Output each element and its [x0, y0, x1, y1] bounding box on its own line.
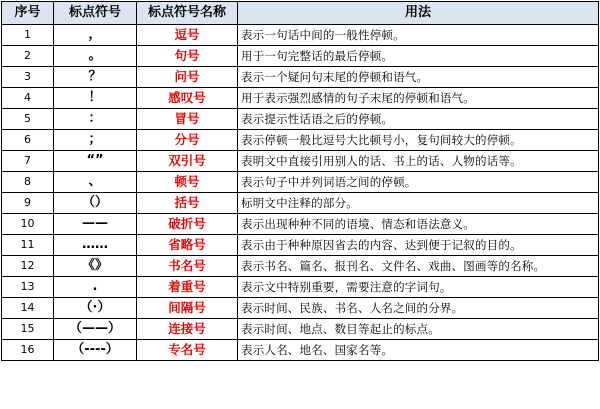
row-symbol: （----） [54, 340, 137, 361]
table-row [2, 25, 599, 46]
row-name: 书名号 [137, 256, 238, 277]
row-usage: 表示由于种种原因省去的内容、达到便于记叙的目的。 [238, 235, 599, 256]
row-name: 专名号 [137, 340, 238, 361]
row-usage: 表示提示性话语之后的停顿。 [238, 109, 599, 130]
row-number: 14 [2, 298, 54, 319]
row-name: 省略号 [137, 235, 238, 256]
row-usage: 表示时间、地点、数目等起止的标点。 [238, 319, 599, 340]
header-row [2, 2, 599, 25]
table-body [2, 25, 599, 361]
row-symbol: （） [54, 193, 137, 214]
row-symbol: ！ [54, 88, 137, 109]
row-symbol: （——） [54, 319, 137, 340]
row-symbol: . [54, 277, 137, 298]
table-row [2, 193, 599, 214]
row-name: 着重号 [137, 277, 238, 298]
row-usage: 表示出现种种不同的语境、情态和语法意义。 [238, 214, 599, 235]
row-name: 问号 [137, 67, 238, 88]
table-row [2, 88, 599, 109]
row-symbol: ？ [54, 67, 137, 88]
row-usage: 用于一句完整话的最后停顿。 [238, 46, 599, 67]
row-name: 感叹号 [137, 88, 238, 109]
row-usage: 表示书名、篇名、报刊名、文件名、戏曲、图画等的名称。 [238, 256, 599, 277]
row-usage: 表示停顿一般比逗号大比顿号小，复句间较大的停顿。 [238, 130, 599, 151]
row-number: 2 [2, 46, 54, 67]
row-usage: 标明文中注释的部分。 [238, 193, 599, 214]
row-number: 15 [2, 319, 54, 340]
row-name: 冒号 [137, 109, 238, 130]
row-symbol: 《》 [54, 256, 137, 277]
row-symbol: “” [54, 151, 137, 172]
row-name: 连接号 [137, 319, 238, 340]
row-usage: 用于表示强烈感情的句子末尾的停顿和语气。 [238, 88, 599, 109]
row-number: 16 [2, 340, 54, 361]
row-number: 1 [2, 25, 54, 46]
row-number: 5 [2, 109, 54, 130]
row-name: 逗号 [137, 25, 238, 46]
row-number: 13 [2, 277, 54, 298]
punctuation-table-container [1, 1, 599, 361]
row-usage: 表示一个疑问句末尾的停顿和语气。 [238, 67, 599, 88]
table-row [2, 340, 599, 361]
row-name: 顿号 [137, 172, 238, 193]
table-row [2, 46, 599, 67]
row-symbol: …… [54, 235, 137, 256]
table-row [2, 214, 599, 235]
row-number: 7 [2, 151, 54, 172]
row-name: 分号 [137, 130, 238, 151]
row-number: 8 [2, 172, 54, 193]
punctuation-table [1, 1, 599, 361]
table-row [2, 109, 599, 130]
row-number: 9 [2, 193, 54, 214]
row-number: 6 [2, 130, 54, 151]
header-name: 标点符号名称 [137, 2, 238, 25]
table-row [2, 130, 599, 151]
row-usage: 表示时间、民族、书名、人名之间的分界。 [238, 298, 599, 319]
row-number: 11 [2, 235, 54, 256]
row-symbol: ； [54, 130, 137, 151]
table-row [2, 256, 599, 277]
row-usage: 表示人名、地名、国家名等。 [238, 340, 599, 361]
row-number: 4 [2, 88, 54, 109]
table-row [2, 277, 599, 298]
table-row [2, 235, 599, 256]
row-usage: 表明文中直接引用别人的话、书上的话、人物的话等。 [238, 151, 599, 172]
header-usage: 用法 [238, 2, 599, 25]
row-symbol: 。 [54, 46, 137, 67]
row-usage: 表示句子中并列词语之间的停顿。 [238, 172, 599, 193]
table-row [2, 319, 599, 340]
table-row [2, 151, 599, 172]
row-usage: 表示文中特别重要，需要注意的字词句。 [238, 277, 599, 298]
row-name: 破折号 [137, 214, 238, 235]
row-symbol: 、 [54, 172, 137, 193]
row-symbol: ： [54, 109, 137, 130]
row-name: 句号 [137, 46, 238, 67]
header-symbol: 标点符号 [54, 2, 137, 25]
row-usage: 表示一句话中间的一般性停顿。 [238, 25, 599, 46]
row-symbol: （·） [54, 298, 137, 319]
row-symbol: ， [54, 25, 137, 46]
row-number: 3 [2, 67, 54, 88]
table-row [2, 172, 599, 193]
row-symbol: —— [54, 214, 137, 235]
table-row [2, 298, 599, 319]
header-no: 序号 [2, 2, 54, 25]
table-row [2, 67, 599, 88]
row-name: 双引号 [137, 151, 238, 172]
row-name: 括号 [137, 193, 238, 214]
row-number: 10 [2, 214, 54, 235]
row-number: 12 [2, 256, 54, 277]
row-name: 间隔号 [137, 298, 238, 319]
